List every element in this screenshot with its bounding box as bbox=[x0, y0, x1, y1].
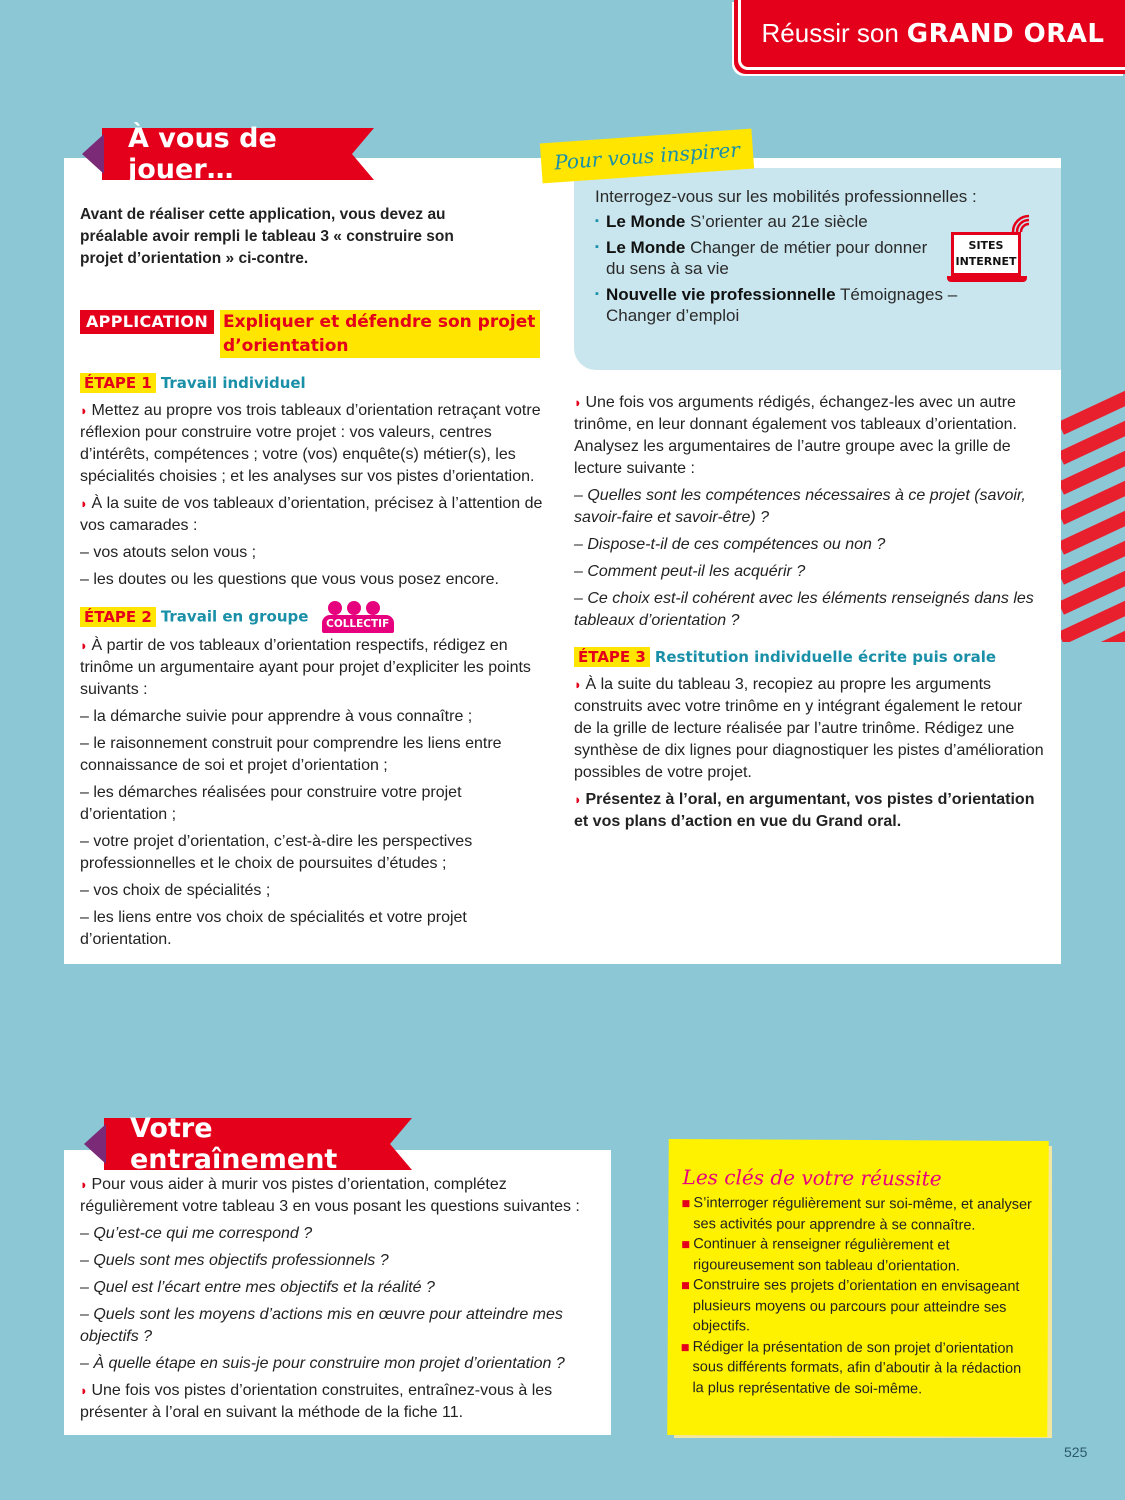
etape2-dash: – les démarches réalisées pour construire votre projet d’orientation ; bbox=[80, 784, 462, 823]
training-question: – Qu’est-ce qui me correspond ? bbox=[80, 1225, 313, 1242]
question: – Comment peut-il les acquérir ? bbox=[574, 563, 806, 580]
section-title-jouer: À vous de jouer… bbox=[102, 128, 352, 180]
etape2-dash: – les liens entre vos choix de spécialités et votre projet d’orientation. bbox=[80, 909, 467, 948]
etape2-paragraph: ◗ À partir de vos tableaux d’orientation respectifs, rédigez en trinôme un argumentaire ayant pour projet d’expliciter les points suivants : bbox=[80, 635, 548, 701]
inspire-item[interactable]: ▪ Le Monde S’orienter au 21e siècle bbox=[595, 211, 1015, 232]
etape2-dash: – vos choix de spécialités ; bbox=[80, 882, 271, 899]
training-paragraph: ◗ Une fois vos pistes d’orientation construites, entraînez-vous à les présenter à l’oral en suivant la méthode de la fiche 11. bbox=[80, 1380, 600, 1424]
application-tag: APPLICATION bbox=[80, 310, 214, 334]
inspire-item[interactable]: ▪ Nouvelle vie professionnelle Témoignages – Changer d’emploi bbox=[595, 284, 1015, 326]
etape-1-heading: ÉTAPE 1 Travail individuel bbox=[80, 372, 548, 394]
training-question: – Quel est l’écart entre mes objectifs et la réalité ? bbox=[80, 1279, 435, 1296]
inspire-intro: Interrogez-vous sur les mobilités professionnelles : bbox=[595, 187, 977, 206]
inspire-label: Pour vous inspirer bbox=[540, 129, 754, 184]
etape3-paragraph: ◗ À la suite du tableau 3, recopiez au propre les arguments construits avec votre trinôme en y intégrant également le retour de la grille de lecture réalisée par l’autre trinôme. Rédigez une synthèse de dix lignes pour diagnostiquer les pistes d’amélioration possibles de votre projet. bbox=[574, 674, 1044, 784]
training-paragraph: ◗ Pour vous aider à murir vos pistes d’orientation, complétez régulièrement votre tableau 3 en vous posant les questions suivantes : bbox=[80, 1174, 600, 1218]
training-column bbox=[80, 1174, 600, 1429]
sites-internet-icon bbox=[947, 232, 1027, 284]
training-question: – Quels sont les moyens d’actions mis en œuvre pour atteindre mes objectifs ? bbox=[80, 1306, 563, 1345]
etape2-dash: – la démarche suivie pour apprendre à vous connaître ; bbox=[80, 708, 473, 725]
ribbon-fold bbox=[84, 1124, 106, 1164]
intro-text: Avant de réaliser cette application, vous devez au préalable avoir rempli le tableau 3 « construire son projet d’orientation » ci-contre. bbox=[80, 206, 454, 267]
section-title-training: Votre entraînement bbox=[104, 1118, 390, 1170]
right-paragraph: ◗ Une fois vos arguments rédigés, échangez-les avec un autre trinôme, en leur donnant également vos tableaux d’orientation. Analysez les argumentaires de l’autre groupe avec la grille de lecture suivante : bbox=[574, 392, 1044, 480]
keys-title: Les clés de votre réussite bbox=[682, 1165, 942, 1191]
etape-3-heading: ÉTAPE 3 Restitution individuelle écrite puis orale bbox=[574, 646, 1044, 668]
keys-note bbox=[667, 1139, 1049, 1437]
etape2-dash: – votre projet d’orientation, c’est-à-dire les perspectives professionnelles et le choix de poursuites d’études ; bbox=[80, 833, 473, 872]
ribbon-fold bbox=[82, 134, 104, 174]
keys-item: Continuer à renseigner régulièrement et rigoureusement son tableau d’orientation. bbox=[682, 1234, 1034, 1277]
header-prefix: Réussir son bbox=[761, 18, 899, 48]
header-tab bbox=[734, 0, 1125, 74]
keys-item: Construire ses projets d’orientation en envisageant plusieurs moyens ou parcours pour atteindre ses objectifs. bbox=[682, 1275, 1034, 1338]
etape2-dash: – le raisonnement construit pour comprendre les liens entre connaissance de soi et projet d’orientation ; bbox=[80, 735, 502, 774]
question: – Ce choix est-il cohérent avec les éléments renseignés dans les tableaux d’orientation ? bbox=[574, 590, 1034, 629]
question: – Dispose-t-il de ces compétences ou non ? bbox=[574, 536, 886, 553]
header-title bbox=[738, 0, 1125, 70]
keys-list bbox=[667, 1193, 1048, 1400]
keys-item: S’interroger régulièrement sur soi-même, et analyser ses activités pour apprendre à se connaître. bbox=[682, 1193, 1034, 1236]
right-column bbox=[574, 392, 1044, 838]
header-bold: GRAND ORAL bbox=[906, 18, 1105, 49]
question: – Quelles sont les compétences nécessaires à ce projet (savoir, savoir-faire et savoir-être) ? bbox=[574, 487, 1026, 526]
collectif-icon: COLLECTIF bbox=[322, 599, 394, 635]
training-question: – À quelle étape en suis-je pour construire mon projet d’orientation ? bbox=[80, 1355, 565, 1372]
left-column bbox=[80, 372, 548, 956]
inspire-item[interactable]: ▪ Le Monde Changer de métier pour donner du sens à sa vie bbox=[595, 237, 935, 279]
application-title: Expliquer et défendre son projet d’orientation bbox=[220, 310, 540, 358]
etape1-dash: – les doutes ou les questions que vous vous posez encore. bbox=[80, 571, 499, 588]
laptop-base bbox=[947, 276, 1027, 282]
etape3-paragraph: ◗ Présentez à l’oral, en argumentant, vos pistes d’orientation et vos plans d’action en vue du Grand oral. bbox=[574, 789, 1044, 833]
sites-screen: SITES INTERNET bbox=[951, 232, 1021, 276]
keys-item: Rédiger la présentation de son projet d’orientation sous différents formats, afin d’aboutir à la rédaction la plus représentative de soi-même. bbox=[681, 1337, 1033, 1400]
page-number: 525 bbox=[1064, 1444, 1088, 1460]
application-heading bbox=[80, 310, 540, 358]
training-question: – Quels sont mes objectifs professionnels ? bbox=[80, 1252, 389, 1269]
etape1-dash: – vos atouts selon vous ; bbox=[80, 544, 257, 561]
etape1-paragraph: ◗ À la suite de vos tableaux d’orientation, précisez à l’attention de vos camarades : bbox=[80, 493, 548, 537]
etape1-paragraph: ◗ Mettez au propre vos trois tableaux d’orientation retraçant votre réflexion pour construire votre projet : vos valeurs, centres d’intérêts, compétences ; votre (vos) enquête(s) métier(s), les spécialités choisies ; et les analyses sur vos pistes d’orientation. bbox=[80, 400, 548, 488]
decorative-stripes bbox=[1058, 382, 1125, 642]
etape-2-heading: ÉTAPE 2 Travail en groupe COLLECTIF bbox=[80, 599, 548, 635]
